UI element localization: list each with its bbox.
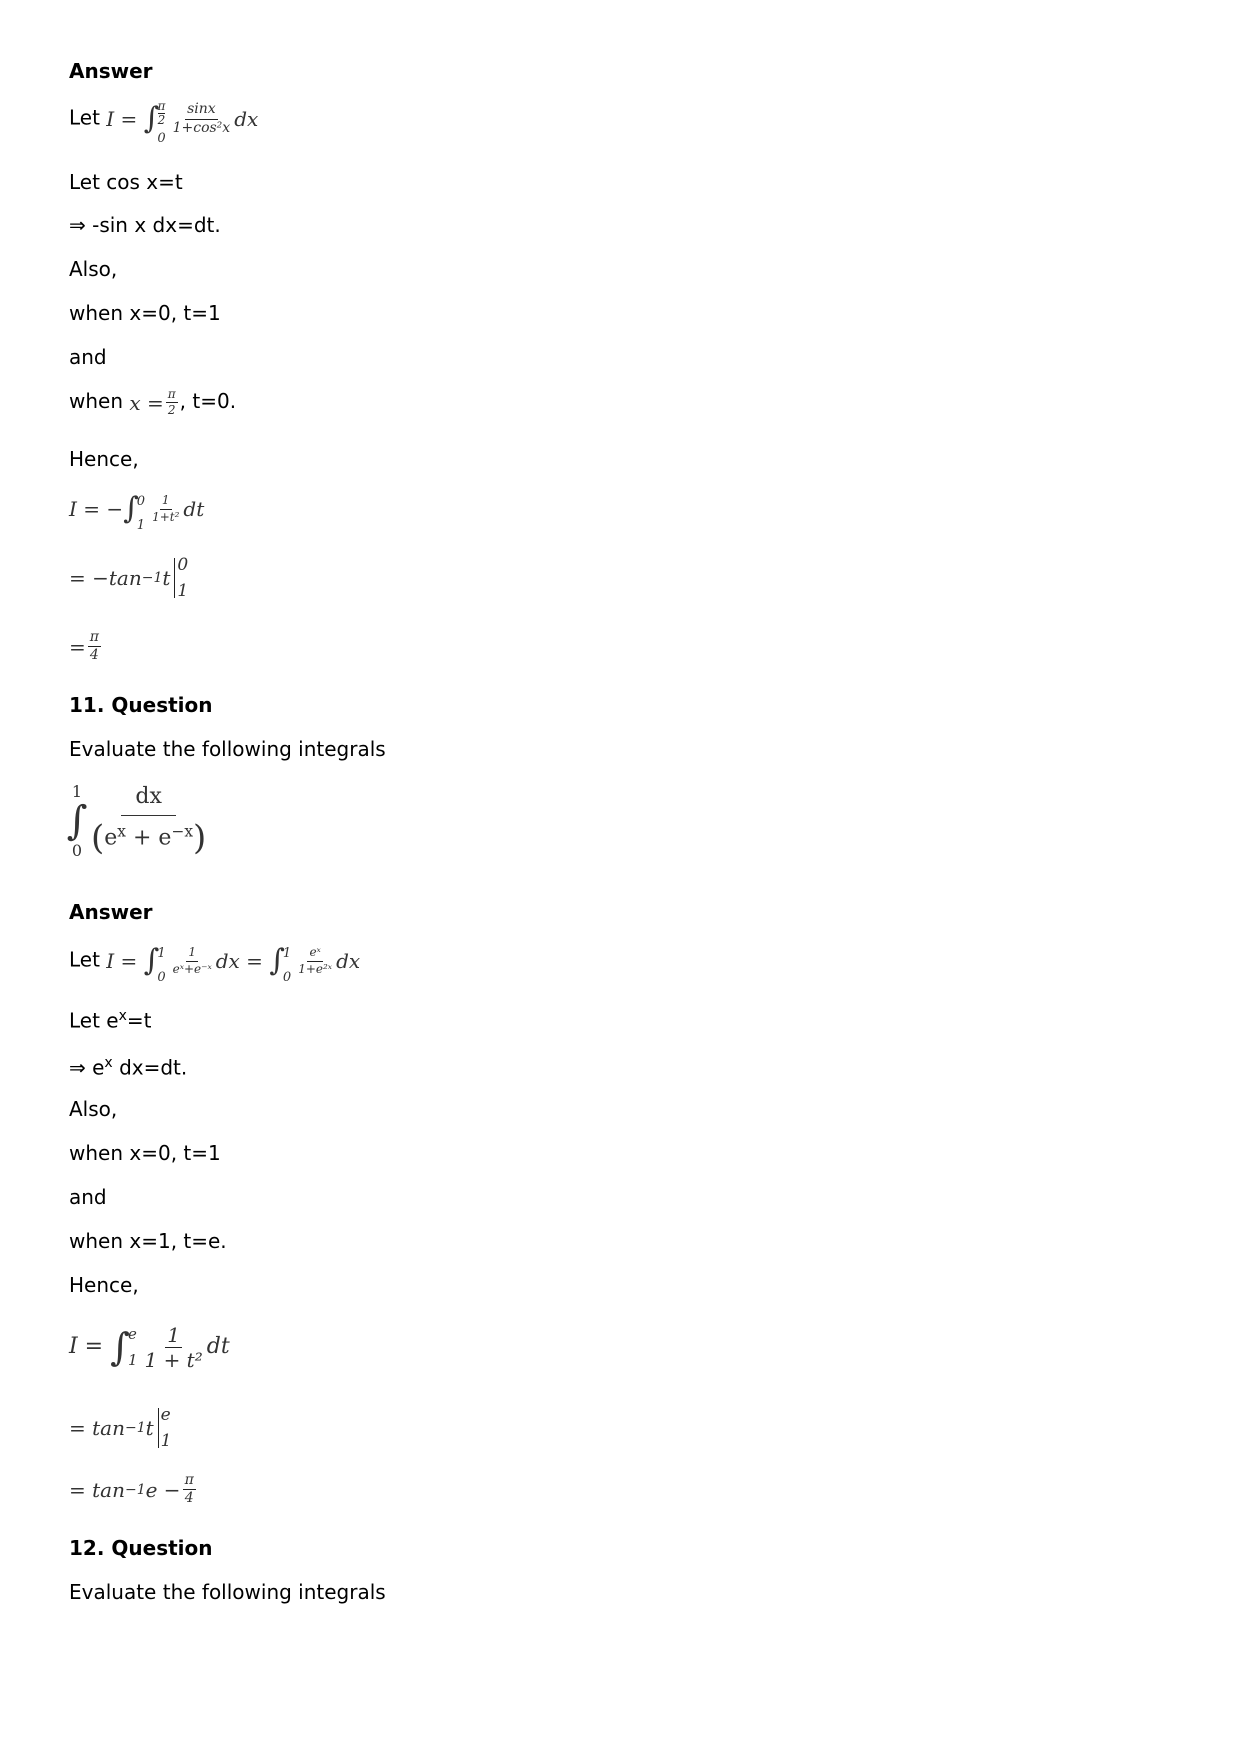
integrand-fraction-1: $\frac{1}{\text{eˣ+e⁻ˣ}}$ (172, 945, 212, 976)
integral-sign (143, 99, 169, 147)
question-11-heading: 11. Question (69, 693, 213, 717)
also-label-11: Also, (69, 1097, 118, 1121)
hence-label-11: Hence, (69, 1273, 139, 1297)
upper-limit: $\frac{\pi}{2}$ (157, 99, 166, 128)
pi-over-4: $\frac{\pi}{4}$ (89, 629, 99, 664)
upper-limit: e (160, 1405, 171, 1425)
lower-limit: 0 (71, 841, 83, 860)
answer-heading: Answer (69, 59, 153, 83)
step-1-11 (69, 1322, 230, 1372)
integral-sign-2: ∫ 1 0 (269, 943, 292, 985)
step-2-11: = tan −1 t e 1 (69, 1405, 172, 1451)
lower-limit: 0 (157, 131, 166, 147)
limit-value: , t=0. (179, 389, 237, 414)
arctan-expr: = −tan (69, 566, 142, 590)
dx: dx (336, 949, 361, 973)
evaluation-bar (170, 553, 188, 603)
and-label: and (69, 345, 107, 369)
variable: t (162, 566, 171, 590)
integral-sign: ∫ e 1 (110, 1322, 140, 1372)
upper-limit: 0 (136, 494, 146, 509)
step-3: = $\frac{\pi}{4}$ (69, 629, 99, 664)
integrand-fraction (171, 102, 233, 136)
question-12-heading: 12. Question (69, 1536, 213, 1560)
limit-change-1: when x=0, t=1 (69, 301, 221, 325)
numerator: sinx (185, 102, 218, 119)
integral-symbol: ∫ (66, 798, 88, 844)
when-label: when (69, 389, 124, 414)
limit-change-2-11: when x=1, t=e. (69, 1229, 227, 1253)
lower-limit: 1 (177, 581, 189, 601)
integral-definition-11 (69, 942, 361, 985)
step-3-11: = tan −1 e − $\frac{\pi}{4}$ (69, 1472, 194, 1507)
lhs: I = − (69, 497, 124, 521)
integrand-fraction-2: $\frac{\text{eˣ}}{\text{1+e²ˣ}}$ (298, 945, 333, 976)
step-2 (69, 553, 188, 603)
lower-limit: 1 (160, 1431, 172, 1451)
integral-definition (69, 99, 259, 147)
numerator: dx (121, 785, 176, 816)
integral-sign-1: ∫ 1 0 (143, 943, 166, 985)
integral-limits (157, 99, 166, 147)
upper-limit: e (127, 1325, 137, 1343)
substitution-line-11: Let $e^x=t$ (69, 1008, 152, 1033)
hence-label: Hence, (69, 447, 139, 471)
step-1 (69, 490, 205, 533)
differential-line: ⇒ -sin x dx=dt. (69, 213, 221, 237)
dt: dt (206, 1334, 230, 1359)
differential-line-11: ⇒ $e^x$ dx=dt. (69, 1055, 188, 1080)
limit-change-1-11: when x=0, t=1 (69, 1141, 221, 1165)
limit-math: x = $\frac{\pi}{2}$ (129, 387, 176, 418)
lower-limit: 1 (127, 1351, 138, 1369)
evaluation-bar (154, 1403, 172, 1453)
dt: dt (183, 497, 205, 521)
pi-over-4: $\frac{\pi}{4}$ (184, 1472, 194, 1507)
integrand-fraction: $\frac{1}{\text{1 + t²}}$ (144, 1322, 203, 1372)
dx-equals: dx = (215, 949, 263, 973)
dx: dx (234, 107, 259, 131)
also-label: Also, (69, 257, 118, 281)
lhs: I = (106, 107, 138, 131)
integrand-fraction (89, 785, 208, 858)
answer-heading-11: Answer (69, 900, 153, 924)
upper-limit: 0 (177, 555, 189, 575)
inverse-exponent: −1 (141, 570, 163, 586)
let-label: Let (69, 105, 100, 130)
denominator: $(e^x + e^{-x})$ (91, 817, 207, 858)
substitution-line: Let cos x=t (69, 170, 183, 194)
lhs: I = (69, 1334, 104, 1359)
lhs: I = (106, 949, 138, 973)
integrand-fraction: $\frac{1}{\text{1+t²}}$ (152, 493, 180, 524)
pi-over-2: $\frac{\pi}{2}$ (167, 387, 176, 418)
question-12-prompt: Evaluate the following integrals (69, 1580, 386, 1604)
integral-sign: ∫ 0 1 (123, 490, 148, 528)
integral-symbol: ∫ (143, 101, 160, 136)
let-label: Let (69, 947, 100, 972)
denominator: 1+cos²x (172, 119, 231, 136)
lower-limit: 1 (136, 518, 146, 533)
limit-change-2 (69, 388, 236, 417)
question-11-prompt: Evaluate the following integrals (69, 737, 386, 761)
question-11-integral (66, 782, 210, 860)
integral-expression (106, 99, 259, 147)
upper-limit: 1 (71, 782, 83, 801)
and-label-11: and (69, 1185, 107, 1209)
